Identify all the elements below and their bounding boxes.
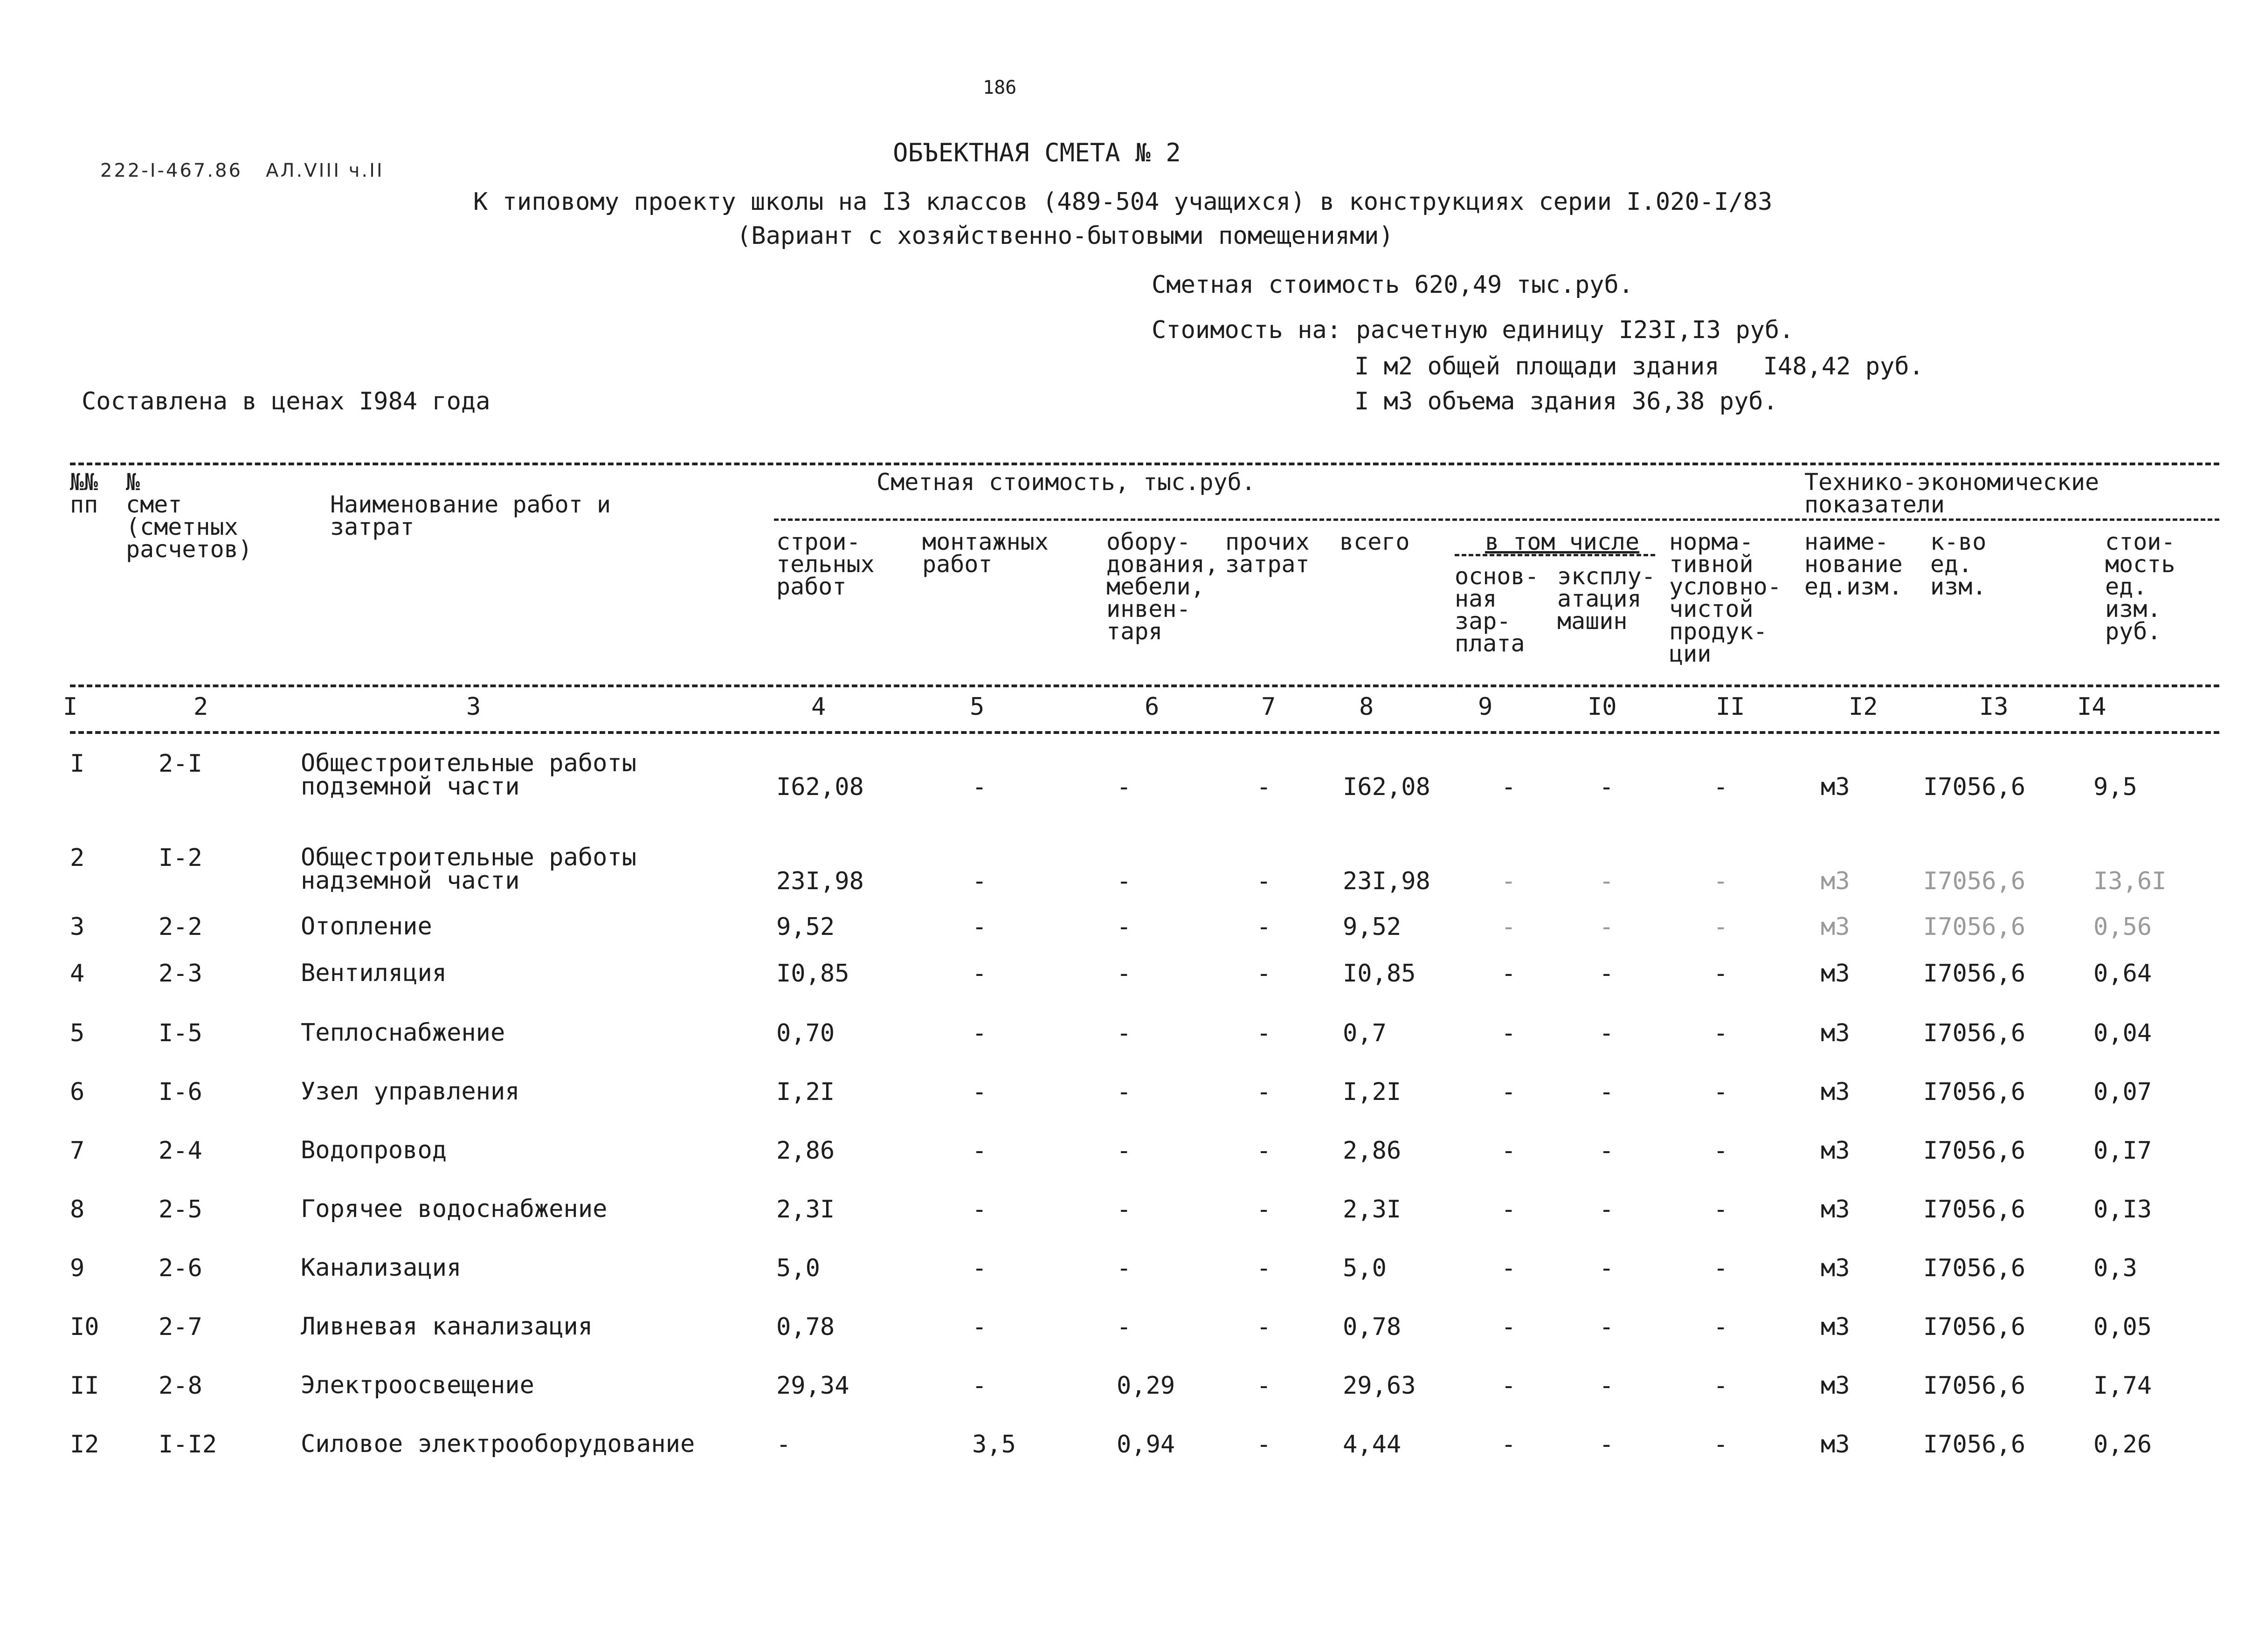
unit-cost: 9,5 [2093, 773, 2137, 801]
equipment-cost: - [1117, 1019, 1132, 1047]
unit-quantity: I7056,6 [1923, 1078, 2026, 1106]
machine-operation: - [1599, 867, 1614, 895]
column-number: 7 [1261, 693, 1276, 721]
other-cost: - [1257, 1019, 1271, 1047]
installation-cost: - [972, 867, 987, 895]
unit-name: м3 [1821, 913, 1850, 941]
machine-operation: - [1599, 1431, 1614, 1458]
header-included: в том числе [1485, 528, 1640, 555]
wages: - [1501, 913, 1516, 941]
document-subtitle: К типовому проекту школы на I3 классов (489-504 учащихся) в конструкциях серии I.020-I/83 [473, 188, 1773, 216]
other-cost: - [1257, 1254, 1271, 1282]
column-number: 3 [466, 693, 481, 721]
total-cost: 23I,98 [1343, 867, 1430, 895]
machine-operation: - [1599, 1078, 1614, 1106]
smeta-number: 2-5 [159, 1196, 202, 1223]
net-product: - [1713, 1019, 1728, 1047]
net-product: - [1713, 1372, 1728, 1400]
row-number: 4 [70, 960, 85, 988]
work-name: Горячее водоснабжение [301, 1195, 608, 1223]
column-number: I [63, 693, 78, 721]
other-cost: - [1257, 1078, 1271, 1106]
header-top-rule [70, 463, 2219, 465]
machine-operation: - [1599, 773, 1614, 801]
unit-name: м3 [1821, 960, 1850, 988]
total-cost: 4,44 [1343, 1431, 1402, 1458]
row-number: 9 [70, 1254, 85, 1282]
header-col-5: монтажных работ [922, 528, 1049, 578]
wages: - [1501, 1137, 1516, 1165]
smeta-number: I-2 [159, 844, 202, 872]
header-col-3: Наименование работ и затрат [330, 491, 611, 540]
work-name: Теплоснабжение [301, 1019, 505, 1047]
construction-cost: I62,08 [776, 773, 864, 801]
unit-cost: 0,26 [2093, 1431, 2152, 1458]
installation-cost: - [972, 960, 987, 988]
column-number: I2 [1849, 693, 1878, 721]
other-cost: - [1257, 1372, 1271, 1400]
unit-cost: 0,3 [2093, 1254, 2137, 1282]
installation-cost: - [972, 1254, 987, 1282]
work-name: Ливневая канализация [301, 1313, 593, 1341]
equipment-cost: 0,29 [1117, 1372, 1175, 1400]
smeta-number: I-I2 [159, 1431, 217, 1458]
unit-cost: 0,05 [2093, 1313, 2152, 1341]
smeta-number: 2-7 [159, 1313, 202, 1341]
cost-per-m2: I м2 общей площади здания I48,42 руб. [1354, 353, 1924, 380]
installation-cost: - [972, 1372, 987, 1400]
installation-cost: - [972, 1078, 987, 1106]
work-name: Общестроительные работы подземной части [301, 749, 637, 801]
net-product: - [1713, 773, 1728, 801]
other-cost: - [1257, 1313, 1271, 1341]
document-title: ОБЪЕКТНАЯ СМЕТА № 2 [893, 138, 1181, 167]
other-cost: - [1257, 960, 1271, 988]
net-product: - [1713, 1196, 1728, 1223]
smeta-number: 2-I [159, 750, 202, 778]
row-number: 7 [70, 1137, 85, 1165]
header-col-9: основ- ная зар- плата [1455, 563, 1539, 657]
equipment-cost: - [1117, 960, 1132, 988]
column-number: I0 [1588, 693, 1617, 721]
total-cost: 29,63 [1343, 1372, 1416, 1400]
unit-cost: 0,04 [2093, 1019, 2152, 1047]
machine-operation: - [1599, 1254, 1614, 1282]
header-col-12: наиме- нование ед.изм. [1804, 528, 1903, 600]
header-col-10: эксплу- атация машин [1557, 563, 1656, 635]
column-number: I3 [1979, 693, 2009, 721]
work-name: Электроосвещение [301, 1371, 534, 1399]
row-number: II [70, 1372, 99, 1400]
wages: - [1501, 867, 1516, 895]
machine-operation: - [1599, 960, 1614, 988]
total-cost: 5,0 [1343, 1254, 1387, 1282]
smeta-number: 2-4 [159, 1137, 202, 1165]
unit-cost: 0,56 [2093, 913, 2152, 941]
variant-note: (Вариант с хозяйственно-бытовыми помещениями) [737, 222, 1394, 250]
total-cost: 9,52 [1343, 913, 1402, 941]
header-group-rule [774, 518, 2219, 521]
unit-cost: 0,I3 [2093, 1196, 2152, 1223]
wages: - [1501, 1431, 1516, 1458]
unit-quantity: I7056,6 [1923, 773, 2026, 801]
unit-name: м3 [1821, 1078, 1850, 1106]
unit-cost: 0,07 [2093, 1078, 2152, 1106]
unit-quantity: I7056,6 [1923, 1254, 2026, 1282]
row-number: 2 [70, 844, 85, 872]
page-number: 186 [983, 77, 1017, 98]
installation-cost: 3,5 [972, 1431, 1016, 1458]
unit-name: м3 [1821, 867, 1850, 895]
net-product: - [1713, 913, 1728, 941]
wages: - [1501, 1254, 1516, 1282]
total-cost: I62,08 [1343, 773, 1430, 801]
installation-cost: - [972, 773, 987, 801]
unit-quantity: I7056,6 [1923, 1313, 2026, 1341]
row-number: 6 [70, 1078, 85, 1106]
header-col-11: норма- тивной условно- чистой продук- ции [1669, 528, 1782, 667]
unit-name: м3 [1821, 1254, 1850, 1282]
construction-cost: 2,3I [776, 1196, 835, 1223]
column-number: II [1716, 693, 1745, 721]
smeta-number: 2-2 [159, 913, 202, 941]
smeta-number: 2-8 [159, 1372, 202, 1400]
construction-cost: 2,86 [776, 1137, 835, 1165]
equipment-cost: - [1117, 867, 1132, 895]
header-col-6: обору- дования, мебели, инвен- таря [1106, 528, 1219, 645]
header-col-14: стои- мость ед. изм. руб. [2105, 528, 2175, 645]
net-product: - [1713, 1078, 1728, 1106]
total-cost: I,2I [1343, 1078, 1402, 1106]
installation-cost: - [972, 913, 987, 941]
header-col-13: к-во ед. изм. [1930, 528, 1987, 600]
smeta-number: 2-6 [159, 1254, 202, 1282]
work-name: Силовое электрооборудование [301, 1430, 695, 1458]
unit-name: м3 [1821, 1196, 1850, 1223]
construction-cost: 0,70 [776, 1019, 835, 1047]
unit-cost: I,74 [2093, 1372, 2152, 1400]
wages: - [1501, 1019, 1516, 1047]
archive-stamp: 222-І-467.86 АЛ.VIII ч.II [100, 160, 384, 181]
column-number: 2 [193, 693, 208, 721]
installation-cost: - [972, 1313, 987, 1341]
wages: - [1501, 1372, 1516, 1400]
construction-cost: 5,0 [776, 1254, 820, 1282]
machine-operation: - [1599, 1137, 1614, 1165]
net-product: - [1713, 960, 1728, 988]
construction-cost: 23I,98 [776, 867, 864, 895]
header-col-4: строи- тельных работ [776, 528, 875, 600]
header-group-tech: Технико-экономические показатели [1804, 469, 2099, 518]
unit-quantity: I7056,6 [1923, 867, 2026, 895]
smeta-number: I-6 [159, 1078, 202, 1106]
net-product: - [1713, 867, 1728, 895]
equipment-cost: - [1117, 1313, 1132, 1341]
column-number-bottom-rule [70, 731, 2219, 734]
net-product: - [1713, 1254, 1728, 1282]
equipment-cost: - [1117, 1137, 1132, 1165]
unit-name: м3 [1821, 773, 1850, 801]
wages: - [1501, 773, 1516, 801]
column-number: 5 [970, 693, 985, 721]
net-product: - [1713, 1313, 1728, 1341]
row-number: 5 [70, 1019, 85, 1047]
row-number: I [70, 750, 85, 778]
work-name: Отопление [301, 912, 432, 940]
construction-cost: 29,34 [776, 1372, 849, 1400]
unit-quantity: I7056,6 [1923, 1372, 2026, 1400]
smeta-number: 2-3 [159, 960, 202, 988]
header-col-2: № смет (сметных расчетов) [126, 469, 252, 563]
unit-cost: 0,I7 [2093, 1137, 2152, 1165]
equipment-cost: - [1117, 1196, 1132, 1223]
total-cost: 0,7 [1343, 1019, 1387, 1047]
unit-quantity: I7056,6 [1923, 1196, 2026, 1223]
row-number: I2 [70, 1431, 99, 1458]
unit-name: м3 [1821, 1372, 1850, 1400]
construction-cost: I0,85 [776, 960, 849, 988]
machine-operation: - [1599, 1196, 1614, 1223]
total-cost: 2,3I [1343, 1196, 1402, 1223]
unit-name: м3 [1821, 1019, 1850, 1047]
equipment-cost: - [1117, 1078, 1132, 1106]
column-number-top-rule [70, 684, 2219, 687]
unit-quantity: I7056,6 [1923, 1019, 2026, 1047]
construction-cost: - [776, 1431, 791, 1458]
smeta-number: I-5 [159, 1019, 202, 1047]
other-cost: - [1257, 773, 1271, 801]
header-col-7: прочих затрат [1225, 528, 1310, 578]
other-cost: - [1257, 1137, 1271, 1165]
unit-quantity: I7056,6 [1923, 1137, 2026, 1165]
work-name: Водопровод [301, 1136, 447, 1164]
unit-name: м3 [1821, 1137, 1850, 1165]
other-cost: - [1257, 1196, 1271, 1223]
net-product: - [1713, 1431, 1728, 1458]
total-cost: I0,85 [1343, 960, 1416, 988]
net-product: - [1713, 1137, 1728, 1165]
work-name: Канализация [301, 1254, 462, 1282]
row-number: 8 [70, 1196, 85, 1223]
prices-year: Составлена в ценах I984 года [82, 387, 490, 415]
total-cost: 2,86 [1343, 1137, 1402, 1165]
construction-cost: 0,78 [776, 1313, 835, 1341]
equipment-cost: - [1117, 773, 1132, 801]
work-name: Узел управления [301, 1078, 520, 1106]
work-name: Вентиляция [301, 959, 447, 987]
row-number: 3 [70, 913, 85, 941]
equipment-cost: 0,94 [1117, 1431, 1175, 1458]
equipment-cost: - [1117, 1254, 1132, 1282]
wages: - [1501, 960, 1516, 988]
machine-operation: - [1599, 1019, 1614, 1047]
column-number: 6 [1145, 693, 1160, 721]
column-number: 9 [1478, 693, 1493, 721]
installation-cost: - [972, 1019, 987, 1047]
unit-quantity: I7056,6 [1923, 1431, 2026, 1458]
construction-cost: I,2I [776, 1078, 835, 1106]
header-included-rule [1455, 554, 1655, 556]
header-col-1: №№ пп [70, 469, 98, 518]
unit-name: м3 [1821, 1431, 1850, 1458]
equipment-cost: - [1117, 913, 1132, 941]
wages: - [1501, 1196, 1516, 1223]
header-group-cost: Сметная стоимость, тыс.руб. [877, 469, 1256, 496]
machine-operation: - [1599, 1372, 1614, 1400]
column-number: I4 [2077, 693, 2106, 721]
wages: - [1501, 1313, 1516, 1341]
unit-name: м3 [1821, 1313, 1850, 1341]
machine-operation: - [1599, 1313, 1614, 1341]
column-number: 8 [1359, 693, 1374, 721]
estimate-cost: Сметная стоимость 620,49 тыс.руб. [1152, 271, 1634, 299]
header-col-8: всего [1340, 528, 1410, 555]
unit-quantity: I7056,6 [1923, 960, 2026, 988]
row-number: I0 [70, 1313, 99, 1341]
cost-per-unit: Стоимость на: расчетную единицу I23I,I3 руб. [1152, 316, 1794, 344]
construction-cost: 9,52 [776, 913, 835, 941]
cost-per-m3: I м3 объема здания 36,38 руб. [1354, 387, 1778, 415]
unit-cost: I3,6I [2093, 867, 2167, 895]
work-name: Общестроительные работы надземной части [301, 843, 637, 895]
column-number: 4 [811, 693, 826, 721]
wages: - [1501, 1078, 1516, 1106]
machine-operation: - [1599, 913, 1614, 941]
unit-cost: 0,64 [2093, 960, 2152, 988]
other-cost: - [1257, 867, 1271, 895]
other-cost: - [1257, 1431, 1271, 1458]
installation-cost: - [972, 1137, 987, 1165]
other-cost: - [1257, 913, 1271, 941]
unit-quantity: I7056,6 [1923, 913, 2026, 941]
installation-cost: - [972, 1196, 987, 1223]
total-cost: 0,78 [1343, 1313, 1402, 1341]
